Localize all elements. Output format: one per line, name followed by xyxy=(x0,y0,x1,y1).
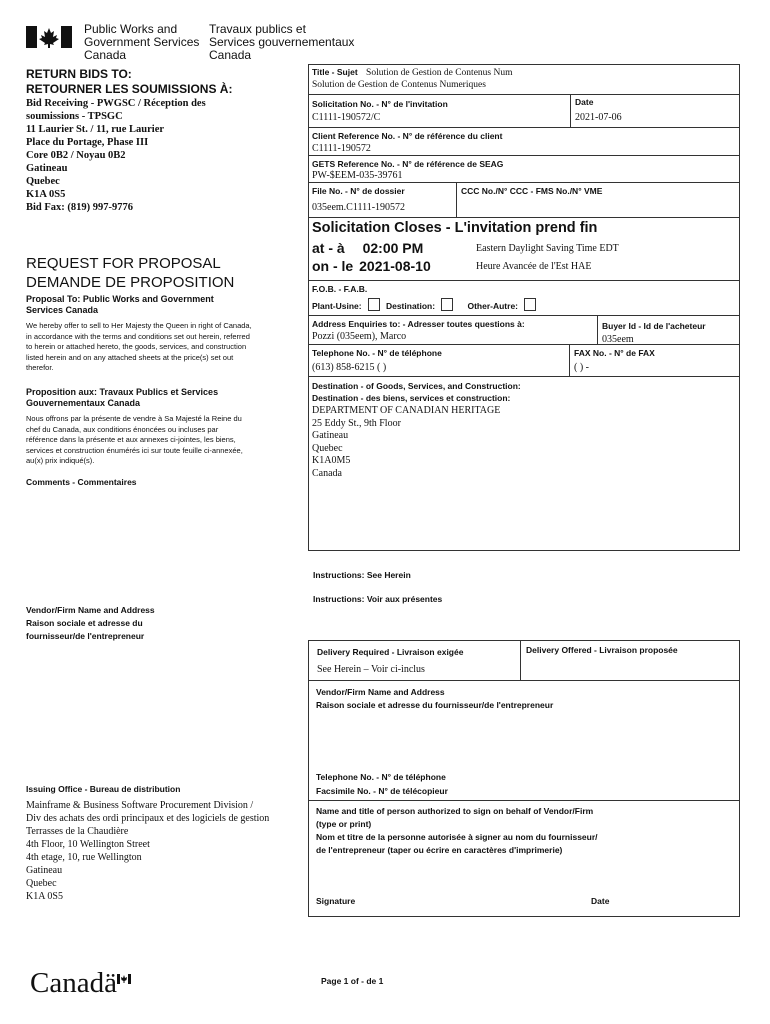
comments-label: Comments - Commentaires xyxy=(26,477,137,487)
closing-time xyxy=(312,240,423,256)
wordmark-flag-icon xyxy=(117,971,131,981)
buyer-id-value: 035eem xyxy=(602,334,634,344)
buyer-id-label: Buyer Id - Id de l'acheteur xyxy=(602,321,706,331)
signature-date-label: Date xyxy=(591,896,610,906)
closing-date xyxy=(312,258,431,274)
solicitation-no-value: C1111-190572/C xyxy=(312,112,381,123)
ccc-no-label: CCC No./N° CCC - FMS No./N° VME xyxy=(461,186,603,196)
on-label: on - le xyxy=(312,258,354,274)
department-name-fr: Travaux publics et Services gouvernementaux Canada xyxy=(209,22,355,62)
address-enquiries-value: Pozzi (035eem), Marco xyxy=(312,331,407,342)
client-reference-label: Client Reference No. - N° de référence du client xyxy=(312,131,503,141)
offer-text-fr: Nous offrons par la présente de vendre à Sa Majesté la Reine du chef du Canada, aux conditions énoncées ou incluses par référence dans la présente et aux annexes ci-jointes, les biens, services et construction énumérés ici sur toute feuille ci-annexée, au(x) prix indiqué(s). xyxy=(26,414,243,465)
other-label: Other-Autre: xyxy=(467,301,518,311)
vendor-firm-label: Vendor/Firm Name and Address Raison sociale et adresse du fournisseur/de l'entrepreneur xyxy=(316,687,554,710)
offer-text-en: We hereby offer to sell to Her Majesty the Queen in right of Canada, in accordance with the terms and conditions set out herein, referred to herein or attached hereto, the goods, services, and construction listed herein and on any attached sheets at the price(s) set out therefor. xyxy=(26,321,252,372)
gets-reference-label: GETS Reference No. - N° de référence de SEAG xyxy=(312,159,504,169)
fob-options xyxy=(312,298,540,311)
vendor-facsimile-label: Facsimile No. - N° de télécopieur xyxy=(316,786,448,796)
fax-value: ( ) - xyxy=(574,362,589,373)
proposition-aux: Proposition aux: Travaux Publics et Services Gouvernementaux Canada xyxy=(26,387,219,408)
plant-checkbox[interactable] xyxy=(368,298,380,311)
instructions-fr: Instructions: Voir aux présentes xyxy=(313,594,443,604)
delivery-required-label: Delivery Required - Livraison exigée xyxy=(317,647,464,657)
date-label: Date xyxy=(575,97,594,107)
solicitation-closes-title: Solicitation Closes - L'invitation prend fin xyxy=(312,220,598,236)
timezone-fr: Heure Avancée de l'Est HAE xyxy=(476,261,592,272)
proposal-to: Proposal To: Public Works and Government Services Canada xyxy=(26,294,214,315)
destination-goods-label: Destination - of Goods, Services, and Construction: Destination - des biens, services et construction: xyxy=(312,381,521,403)
other-checkbox[interactable] xyxy=(524,298,536,311)
authorized-person-label: Name and title of person authorized to sign on behalf of Vendor/Firm (type or print) Nom et titre de la personne autorisée à signer au nom du fournisseur/ de l'entrepreneur (taper ou écrire en caractères d'imprimerie) xyxy=(316,806,598,855)
rfp-title: REQUEST FOR PROPOSAL DEMANDE DE PROPOSITION xyxy=(26,255,235,291)
department-name-en: Public Works and Government Services Canada xyxy=(84,22,200,62)
vendor-telephone-label: Telephone No. - N° de téléphone xyxy=(316,772,446,782)
destination-goods-address: DEPARTMENT OF CANADIAN HERITAGE 25 Eddy St., 9th Floor Gatineau Quebec K1A0M5 Canada xyxy=(312,405,501,479)
delivery-required-value: See Herein – Voir ci-inclus xyxy=(317,664,425,675)
instructions-en: Instructions: See Herein xyxy=(313,570,411,580)
issuing-office-label: Issuing Office - Bureau de distribution xyxy=(26,784,181,794)
file-no-label: File No. - N° de dossier xyxy=(312,186,405,196)
closing-date-value: 2021-08-10 xyxy=(359,258,431,274)
canada-wordmark: Canadä xyxy=(30,967,117,999)
vendor-firm-label-left: Vendor/Firm Name and Address Raison sociale et adresse du fournisseur/de l'entrepreneur xyxy=(26,605,155,641)
gets-reference-value: PW-$EEM-035-39761 xyxy=(312,170,403,181)
canada-flag-icon xyxy=(26,26,72,48)
page-number: Page 1 of - de 1 xyxy=(321,976,384,986)
fob-label: F.O.B. - F.A.B. xyxy=(312,284,368,294)
title-value: Solution de Gestion de Contenus Num xyxy=(366,68,513,78)
file-no-value: 035eem.C1111-190572 xyxy=(312,202,406,213)
title-row xyxy=(312,67,512,79)
issuing-office-address: Mainframe & Business Software Procurement Division / Div des achats des ordi principaux et des logiciels de gestion Terrasses de la Chaudière 4th Floor, 10 Wellington Street 4th etage, 10, rue Wellington Gatineau Quebec K1A 0S5 xyxy=(26,800,270,902)
client-reference-value: C1111-190572 xyxy=(312,143,371,154)
fax-label: FAX No. - N° de FAX xyxy=(574,348,655,358)
timezone-en: Eastern Daylight Saving Time EDT xyxy=(476,243,619,254)
destination-checkbox[interactable] xyxy=(441,298,453,311)
telephone-label: Telephone No. - N° de téléphone xyxy=(312,348,442,358)
closing-time-value: 02:00 PM xyxy=(362,240,424,256)
at-label: at - à xyxy=(312,240,345,256)
return-bids-address: Bid Receiving - PWGSC / Réception des soumissions - TPSGC 11 Laurier St. / 11, rue Laurier Place du Portage, Phase III Core 0B2 / Noyau 0B2 Gatineau Quebec K1A 0S5 Bid Fax: (819) 997-9776 xyxy=(26,98,206,213)
title-value-full: Solution de Gestion de Contenus Numeriques xyxy=(312,80,486,90)
destination-label: Destination: xyxy=(385,301,436,311)
title-label: Title - Sujet xyxy=(312,67,358,77)
delivery-offered-label: Delivery Offered - Livraison proposée xyxy=(526,645,678,655)
date-value: 2021-07-06 xyxy=(575,112,622,123)
plant-label: Plant-Usine: xyxy=(312,301,362,311)
telephone-value: (613) 858-6215 ( ) xyxy=(312,362,387,373)
solicitation-no-label: Solicitation No. - N° de l'invitation xyxy=(312,99,448,109)
signature-label: Signature xyxy=(316,896,356,906)
address-enquiries-label: Address Enquiries to: - Adresser toutes questions à: xyxy=(312,319,525,329)
return-bids-title: RETURN BIDS TO: RETOURNER LES SOUMISSIONS À: xyxy=(26,67,233,96)
